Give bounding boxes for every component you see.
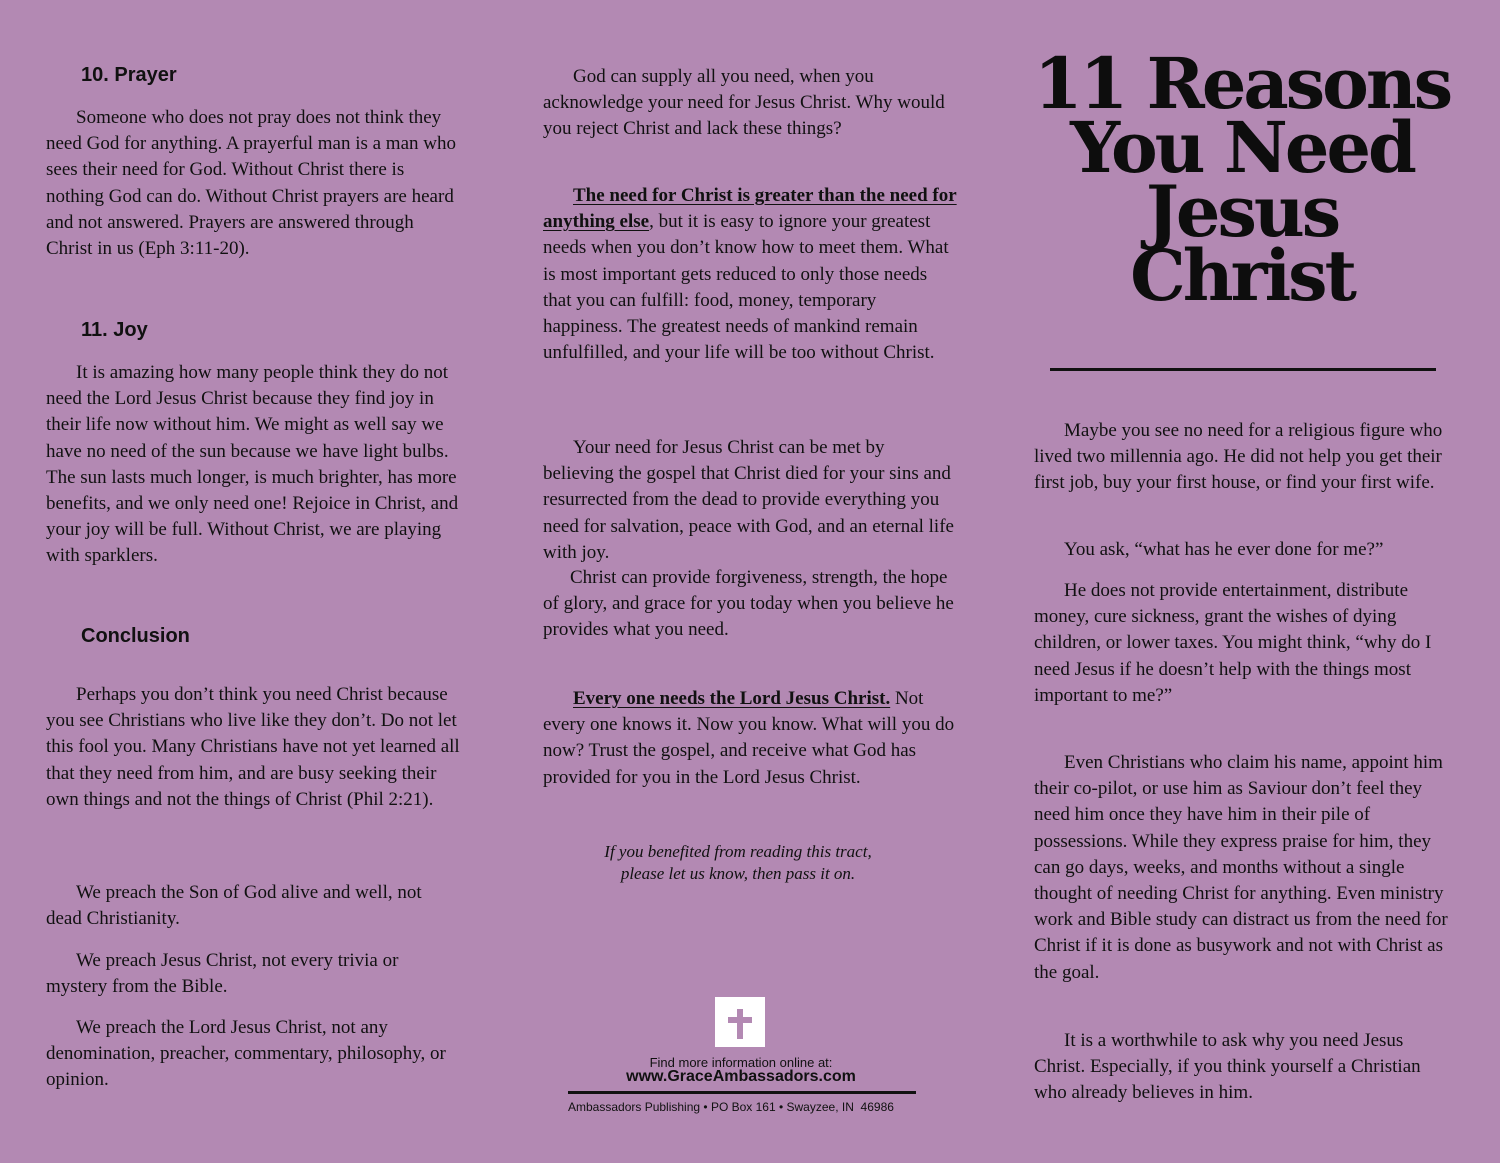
tract-title — [1024, 42, 1460, 317]
left-panel — [46, 0, 462, 1163]
paragraph-conclusion-3: We preach Jesus Christ, not every trivia or mystery from the Bible. — [46, 950, 399, 998]
emphasis-every-one: Every one needs the Lord Jesus Christ. — [573, 688, 891, 709]
paragraph-prayer: Someone who does not pray does not think they need God for anything. A prayerful man is a man who sees their need for God. Without Christ there is nothing God can do. Without Christ prayers are heard and not answered. Prayers are answered through Christ in us (Eph 3:11-20). — [46, 107, 456, 260]
closing-line-2: please let us know, then pass it on. — [620, 864, 856, 883]
paragraph-intro-2: You ask, “what has he ever done for me?” — [1064, 539, 1384, 560]
middle-panel — [543, 0, 959, 1163]
paragraph-middle-1: God can supply all you need, when you acknowledge your need for Jesus Christ. Why would you reject Christ and lack these things? — [543, 66, 945, 140]
logo — [715, 997, 765, 1047]
section-heading-prayer: 10. Prayer — [81, 64, 177, 86]
closing-line-1: If you benefited from reading this tract, — [604, 842, 872, 861]
paragraph-intro-5: It is a worthwhile to ask why you need Jesus Christ. Especially, if you think yourself a Christian who already believes in him. — [1034, 1030, 1421, 1104]
paragraph-middle-4: Christ can provide forgiveness, strength, the hope of glory, and grace for you today when you believe he provides what you need. — [543, 567, 954, 641]
section-heading-joy: 11. Joy — [81, 319, 148, 341]
right-panel — [1034, 0, 1450, 1163]
paragraph-middle-5-rest: Not every one knows it. Now you know. What will you do now? Trust the gospel, and receive what God has provided for you in the Lord Jesus Christ. — [543, 688, 955, 788]
paragraph-conclusion-1: Perhaps you don’t think you need Christ because you see Christians who live like they don’t. Do not let this fool you. Many Christians have not yet learned all that they need from him, and are busy seeking their own things and not the things of Christ (Phil 2:21). — [46, 684, 460, 810]
paragraph-conclusion-2: We preach the Son of God alive and well, not dead Christianity. — [46, 882, 422, 930]
title-line-3: Jesus — [1145, 170, 1339, 253]
paragraph-intro-4: Even Christians who claim his name, appoint him their co-pilot, or use him as Saviour don’t feel they need him once they have him in their pile of possessions. While they express praise for him, they can go days, weeks, and months without a single thought of needing Christ for anything. Even ministry work and Bible study can distract us from the need for Christ if it is done as busywork and not with Christ as the goal. — [1034, 752, 1448, 983]
publisher-address: Ambassadors Publishing • PO Box 161 • Swayzee, IN 46986 — [568, 1100, 894, 1114]
info-label: Find more information online at: — [649, 1055, 833, 1070]
title-line-2: You Need — [1070, 106, 1414, 189]
section-heading-conclusion: Conclusion — [81, 625, 190, 647]
paragraph-middle-2 — [543, 183, 959, 366]
paragraph-middle-5 — [543, 686, 959, 791]
paragraph-intro-3: He does not provide entertainment, distribute money, cure sickness, grant the wishes of dying children, or lower taxes. You might think, “why do I need Jesus if he doesn’t help with the things most important to me?” — [1034, 580, 1432, 706]
paragraph-conclusion-4: We preach the Lord Jesus Christ, not any denomination, preacher, commentary, philosophy, or opinion. — [46, 1017, 446, 1091]
website-url: www.GraceAmbassadors.com — [626, 1068, 856, 1085]
paragraph-middle-3: Your need for Jesus Christ can be met by believing the gospel that Christ died for your sins and resurrected from the dead to provide everything you need for salvation, peace with God, and an eternal life with joy. — [543, 437, 954, 563]
title-line-4: Christ — [1130, 234, 1354, 317]
title-line-1: 11 Reasons — [1033, 42, 1451, 125]
paragraph-intro-1: Maybe you see no need for a religious figure who lived two millennia ago. He did not help you get their first job, buy your first house, or find your first wife. — [1034, 420, 1443, 494]
emphasis-need-greater: The need for Christ is greater than the need for anything else — [543, 185, 957, 233]
footer-divider — [568, 1091, 916, 1094]
paragraph-joy: It is amazing how many people think they do not need the Lord Jesus Christ because they find joy in their life now without him. We might as well say we have no need of the sun because we have light bulbs. The sun lasts much longer, is much brighter, has more benefits, and we only need one! Rejoice in Christ, and your joy will be full. Without Christ, we are playing with sparklers. — [46, 362, 459, 567]
title-divider — [1050, 368, 1436, 371]
cross-icon — [715, 997, 765, 1047]
closing-note — [543, 841, 933, 885]
paragraph-middle-2-rest: , but it is easy to ignore your greatest needs when you don’t know how to meet them. What is most important gets reduced to only those needs that you can fulfill: food, money, temporary happiness. The greatest needs of mankind remain unfulfilled, and your life will be too without Christ. — [543, 211, 949, 364]
